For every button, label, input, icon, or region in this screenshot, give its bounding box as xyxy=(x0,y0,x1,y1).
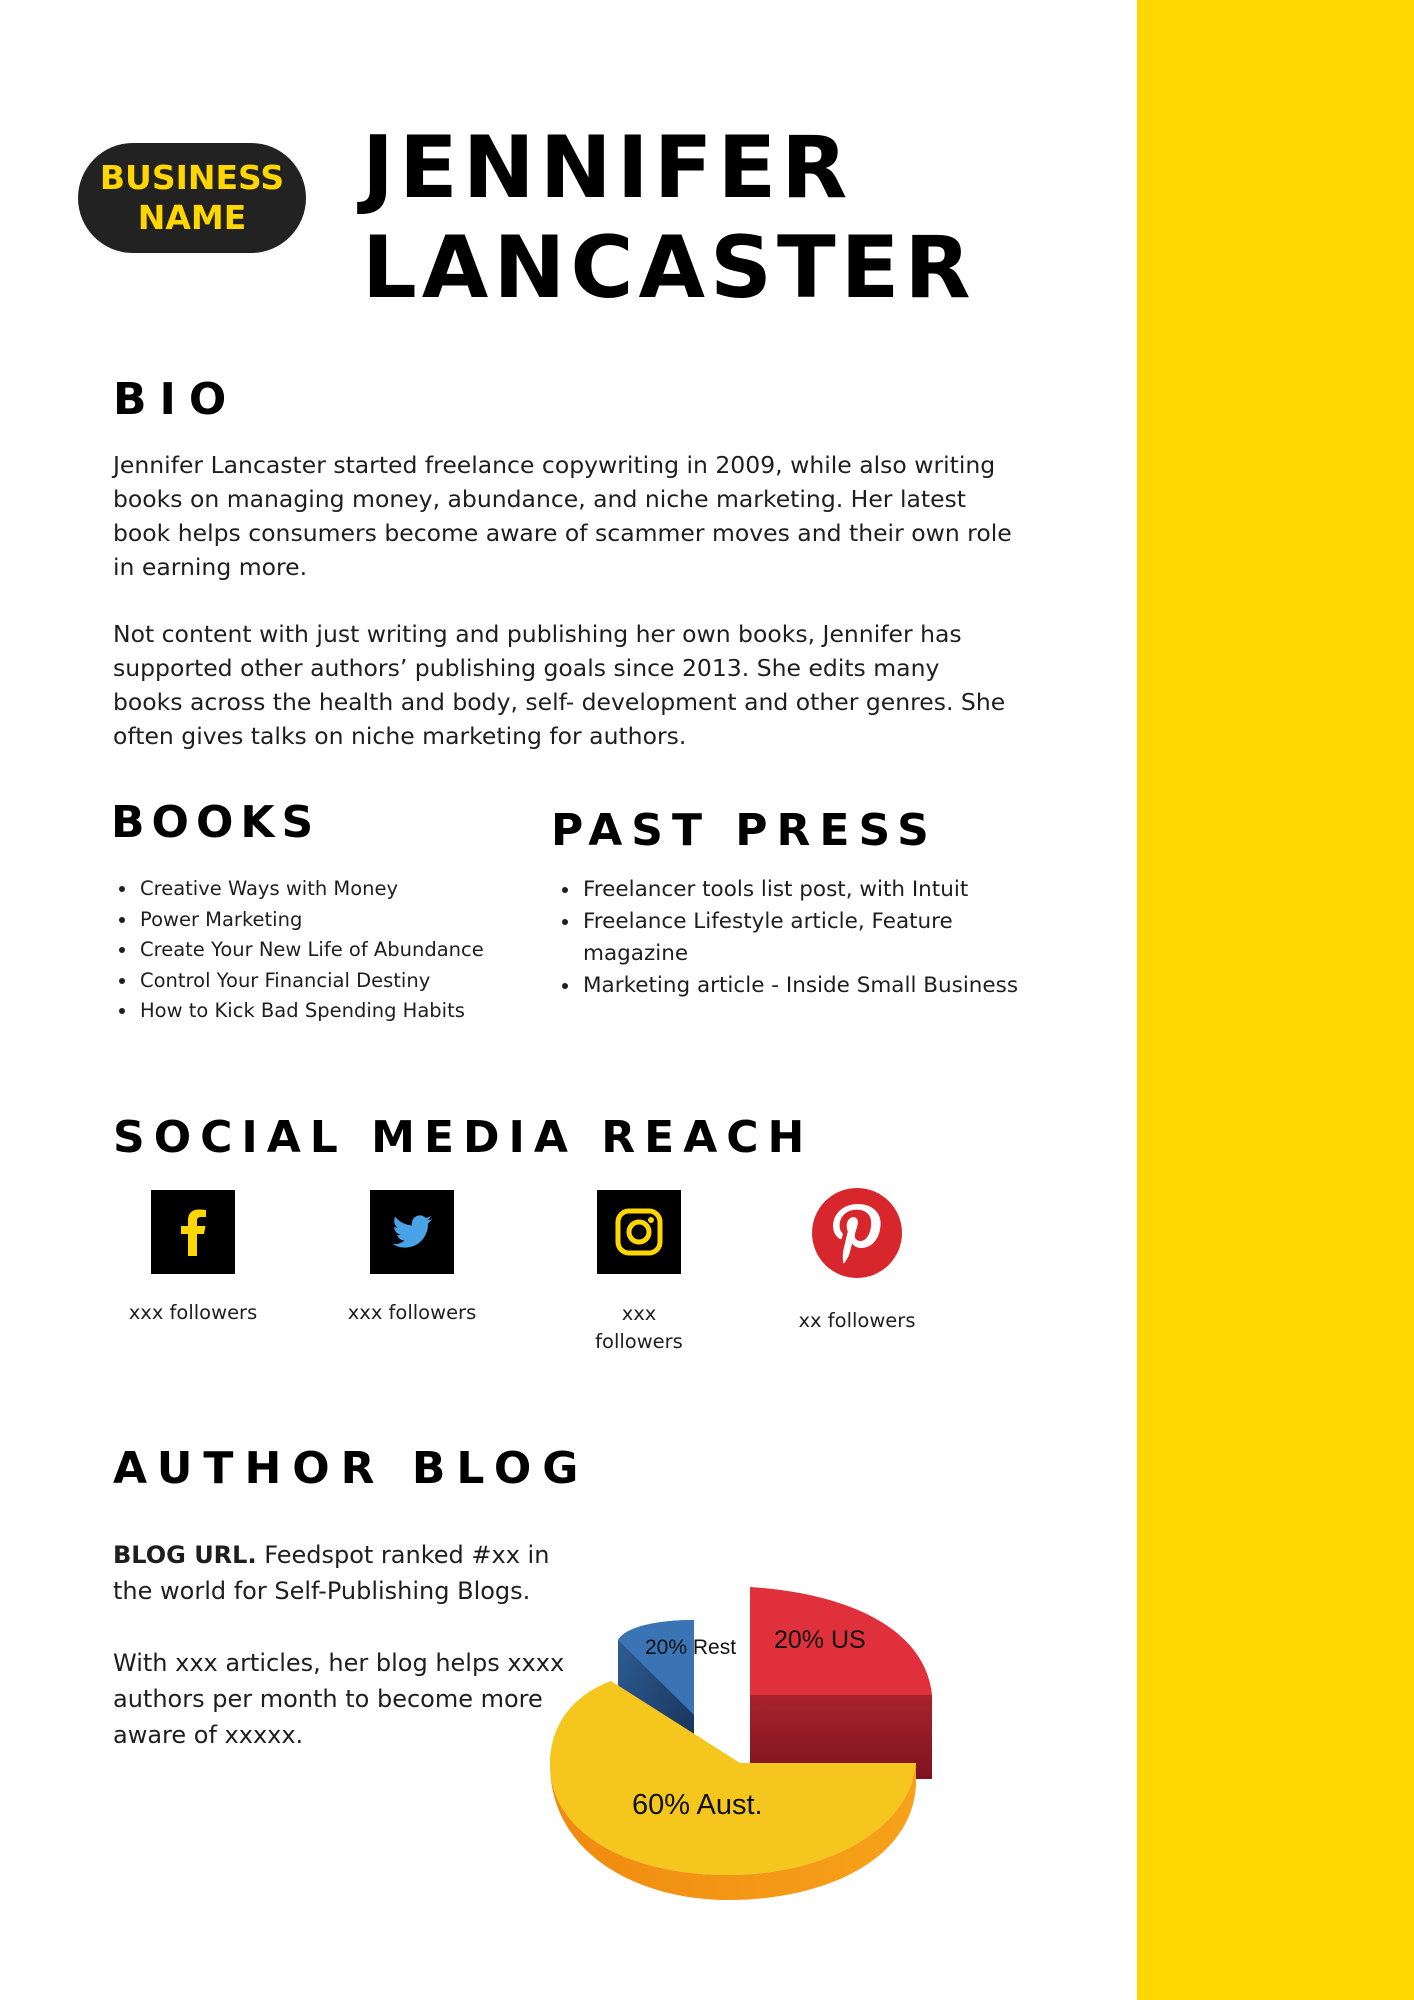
facebook-followers: xxx followers xyxy=(128,1301,258,1324)
list-item: • Creative Ways with Money xyxy=(138,874,538,905)
author-first-name: JENNIFER xyxy=(362,118,853,218)
twitter-icon xyxy=(370,1190,454,1274)
blog-ranking-paragraph xyxy=(113,1537,593,1609)
bio-paragraph-2: Not content with just writing and publishing her own books, Jennifer has supported other authors’ publishing goals since 2013. She edits many books across the health and body, self- development and other genres. She often gives talks on niche marketing for authors. xyxy=(113,620,1006,750)
blog-ranking-text: Feedspot ranked #xx in the world for Self-Publishing Blogs. xyxy=(113,1541,550,1605)
bio-heading: BIO xyxy=(113,374,240,425)
author-last-name: LANCASTER xyxy=(362,218,976,318)
list-item: • Freelance Lifestyle article, Feature magazine xyxy=(581,906,1031,970)
pinterest-icon xyxy=(811,1187,903,1279)
twitter-followers: xxx followers xyxy=(347,1301,477,1324)
list-item: • Create Your New Life of Abundance xyxy=(138,935,538,966)
social-instagram xyxy=(539,1190,739,1356)
social-media-heading: SOCIAL MEDIA REACH xyxy=(113,1112,814,1163)
badge-line-2: NAME xyxy=(137,198,247,237)
blog-url-label: BLOG URL. xyxy=(113,1541,257,1569)
pinterest-followers: xx followers xyxy=(798,1309,916,1332)
books-list xyxy=(113,874,538,1027)
list-item: • Marketing article - Inside Small Business xyxy=(581,970,1031,1002)
press-list xyxy=(556,874,1031,1002)
pie-label-aust: 60% Aust. xyxy=(632,1789,763,1821)
business-name-badge xyxy=(78,143,306,253)
author-name xyxy=(362,118,976,318)
blog-description xyxy=(113,1537,593,1789)
list-item: • Control Your Financial Destiny xyxy=(138,966,538,997)
yellow-side-bar xyxy=(1137,0,1414,2000)
author-blog-heading: AUTHOR BLOG xyxy=(113,1443,590,1494)
blog-articles-paragraph: With xxx articles, her blog helps xxxx authors per month to become more aware of xxxxx. xyxy=(113,1649,565,1749)
social-facebook xyxy=(93,1190,293,1327)
badge-line-1: BUSINESS xyxy=(99,158,285,197)
blog-traffic-pie-chart xyxy=(540,1575,960,1915)
pie-label-rest: 20% Rest xyxy=(645,1636,737,1659)
list-item: • How to Kick Bad Spending Habits xyxy=(138,996,538,1027)
books-heading: BOOKS xyxy=(111,797,321,848)
pie-label-us: 20% US xyxy=(774,1626,866,1654)
bio-paragraph-1: Jennifer Lancaster started freelance copywriting in 2009, while also writing books on managing money, abundance, and niche marketing. Her latest book helps consumers become aware of scammer moves and their own role in earning more. xyxy=(113,451,1012,581)
instagram-followers: xxx followers xyxy=(595,1302,683,1353)
list-item: • Power Marketing xyxy=(138,905,538,936)
past-press-heading: PAST PRESS xyxy=(551,805,938,856)
facebook-icon xyxy=(151,1190,235,1274)
pie-slice-us xyxy=(750,1587,932,1779)
social-pinterest xyxy=(757,1190,957,1335)
list-item: • Freelancer tools list post, with Intuit xyxy=(581,874,1031,906)
instagram-icon xyxy=(597,1190,681,1274)
social-twitter xyxy=(312,1190,512,1327)
